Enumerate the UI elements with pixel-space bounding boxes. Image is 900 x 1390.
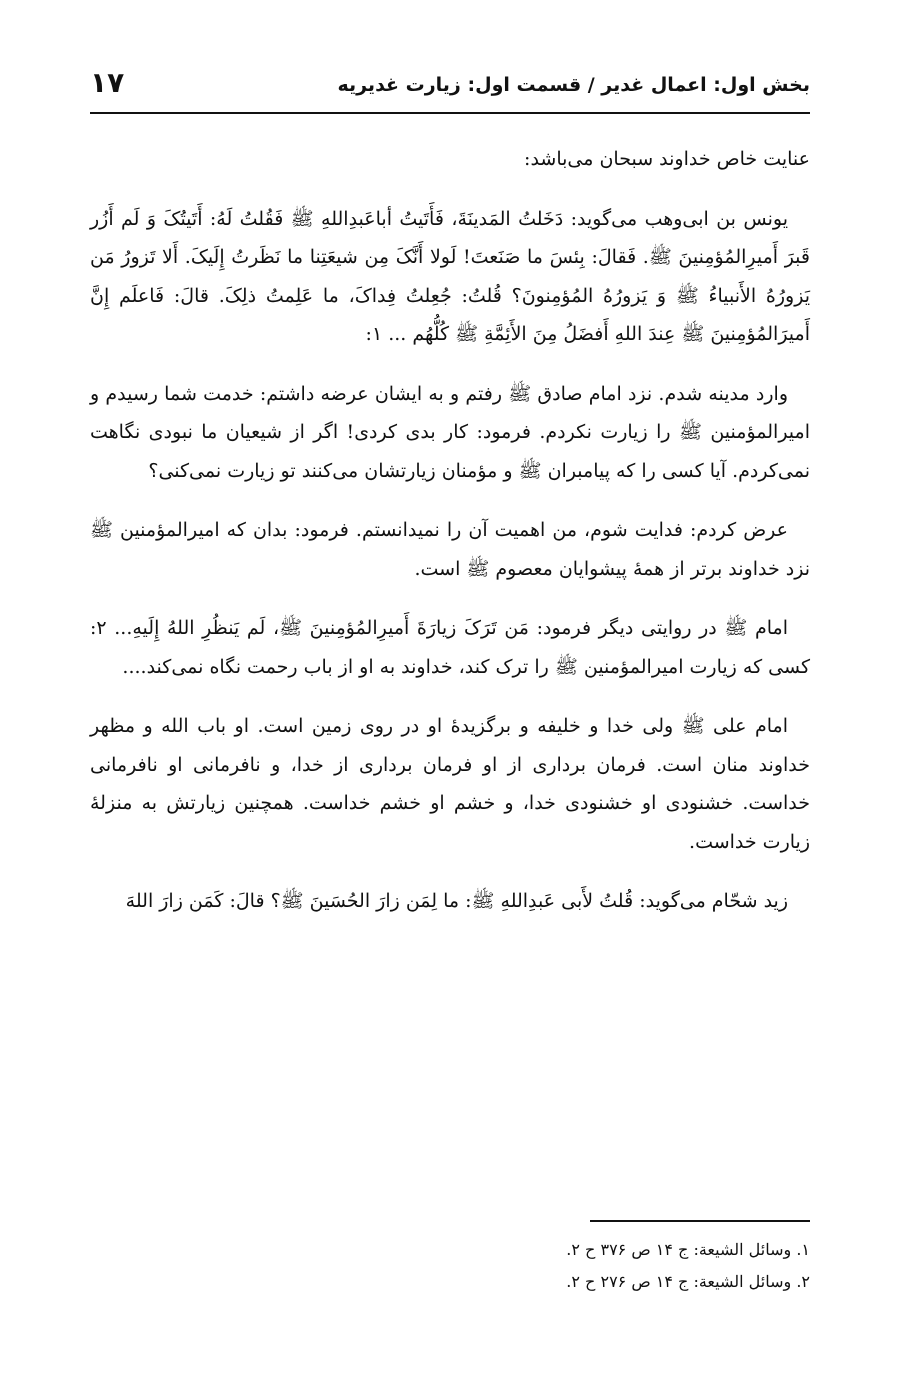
- hadith-arabic-paragraph: یونس بن ابی‌وهب می‌گوید: دَخَلتُ المَدینَةَ، فَأَتَیتُ أباعَبدِاللهِ ﷺ فَقُلتُ لَهُ: أَتَیتُکَ وَ لَم أَزُر قَبرَ أَمیرِالمُؤمِنینَ ﷺ. فَقالَ: بِئسَ ما صَنَعتَ! لَولا أَنَّکَ مِن شیعَتِنا ما نَظَرتُ إِلَیکَ. أَلا تَزورُ مَن یَزورُهُ الأَنبیاءُ ﷺ وَ یَزورُهُ المُؤمِنونَ؟ قُلتُ: جُعِلتُ فِداکَ، ما عَلِمتُ ذلِکَ. قالَ: فَاعلَم إِنَّ أَمیرَالمُؤمِنینَ ﷺ عِندَ اللهِ أَفضَلُ مِنَ الأَئِمَّةِ ﷺ کُلُّهُم ... ۱:: [90, 207, 810, 345]
- footnote-item: ۱. وسائل الشیعة: ج ۱۴ ص ۳۷۶ ح ۲.: [566, 1240, 810, 1259]
- page-number: ۱۷: [90, 66, 125, 99]
- section-title: بخش اول: اعمال غدیر / قسمت اول: زیارت غدیریه: [337, 74, 810, 96]
- footnotes: [90, 1234, 810, 1298]
- body-text: [90, 140, 810, 942]
- running-header: [90, 66, 810, 114]
- commentary-paragraph: امام علی ﷺ ولی خدا و خلیفه و برگزیدهٔ او در روی زمین است. او باب الله و مظهر خداوند منان است. فرمان برداری از او فرمان برداری از خدا، و نافرمانی او نافرمانی خداست. خشنودی او خشنودی خدا، و خشم او خشم خداست. همچنین زیارتش به منزلهٔ زیارت خداست.: [90, 715, 810, 853]
- translation-paragraph: وارد مدینه شدم. نزد امام صادق ﷺ رفتم و به ایشان عرضه داشتم: خدمت شما رسیدم و امیرالمؤمنین ﷺ را زیارت نکردم. فرمود: کار بدی کردی! اگر از شیعیان ما نبودی نگاهت نمی‌کردم. آیا کسی را که پیامبران ﷺ و مؤمنان زیارتشان می‌کنند تو زیارت نمی‌کنی؟: [90, 382, 810, 482]
- footnote-item: ۲. وسائل الشیعة: ج ۱۴ ص ۲۷۶ ح ۲.: [566, 1272, 810, 1291]
- intro-paragraph: عنایت خاص خداوند سبحان می‌باشد:: [524, 148, 810, 170]
- third-hadith-paragraph: زید شحّام می‌گوید: قُلتُ لأَبی عَبدِاللهِ ﷺ: ما لِمَن زارَ الحُسَینَ ﷺ؟ قالَ: کَمَن زارَ اللهَ: [125, 890, 788, 912]
- footnote-divider: [590, 1220, 810, 1222]
- second-hadith-paragraph: امام ﷺ در روایتی دیگر فرمود: مَن تَرَکَ زیارَةَ أَمیرِالمُؤمِنینَ ﷺ، لَم یَنظُرِ اللهُ إِلَیهِ... ۲: کسی که زیارت امیرالمؤمنین ﷺ را ترک کند، خداوند به او از باب رحمت نگاه نمی‌کند....: [90, 617, 810, 678]
- translation-paragraph: عرض کردم: فدایت شوم، من اهمیت آن را نمیدانستم. فرمود: بدان که امیرالمؤمنین ﷺ نزد خداوند برتر از همهٔ پیشوایان معصوم ﷺ است.: [90, 519, 810, 580]
